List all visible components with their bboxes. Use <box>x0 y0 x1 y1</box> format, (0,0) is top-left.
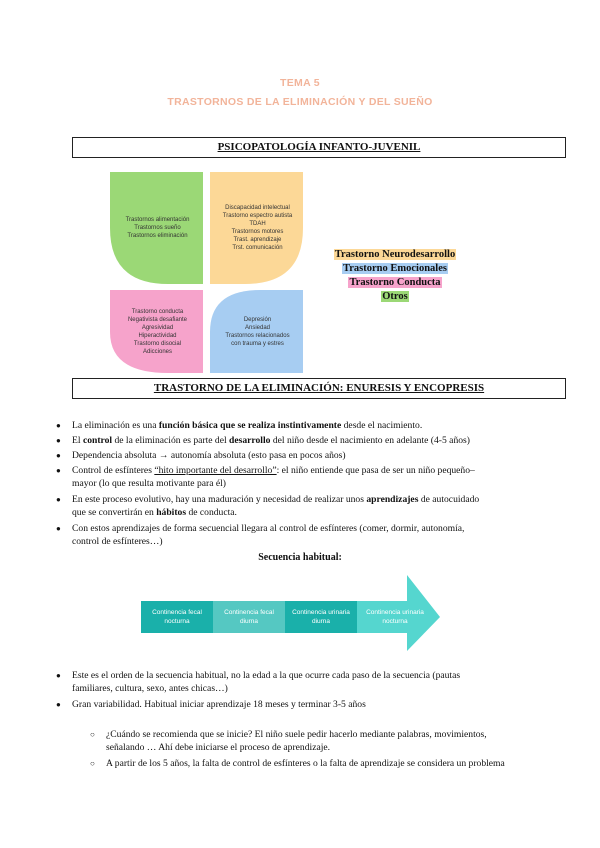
bullet-icon: ● <box>56 436 61 445</box>
sub-bullet-icon: ○ <box>90 730 95 739</box>
petal-yellow-text: Discapacidad intelectual Trastorno espectro autista TDAH Trastornos motores Trast. aprendizaje Trst. comunicación <box>222 205 293 251</box>
bullet-text: La eliminación es una función básica que se realiza instintivamente desde el nacimiento. <box>72 420 423 431</box>
bullet-text: El control de la eliminación es parte del desarrollo del niño desde el nacimiento en adelante (4-5 años) <box>72 435 470 446</box>
sequence-step: Continencia urinaria diurna <box>292 609 350 625</box>
sequence-step: Continencia fecal nocturna <box>152 609 202 625</box>
petal-pink-text: Trastorno conducta Negativista desafiante Agresividad Hiperactividad Trastorno disocial Adicciones <box>127 308 188 355</box>
sequence-step: Continencia urinaria nocturna <box>366 609 424 625</box>
legend-item: Trastorno Neurodesarrollo <box>334 249 456 260</box>
petal-green-text: Trastornos alimentación Trastornos sueño Trastornos eliminación <box>125 217 190 239</box>
bullet-icon: ● <box>56 451 61 460</box>
sequence-step: Continencia fecal diurna <box>224 609 274 625</box>
legend-item: Trastorno Emocionales <box>343 263 447 274</box>
bullet-text: Control de esfínteres “hito importante del desarrollo”: el niño entiende que pasa de ser un niño pequeño– mayor (lo que resulta motivante para él) <box>72 465 475 489</box>
bullet-text: Dependencia absoluta → autonomía absoluta (esto pasa en pocos años) <box>72 450 346 461</box>
bullet-text: Este es el orden de la secuencia habitual, no la edad a la que ocurre cada paso de la secuencia (pautas familiares, cultura, sexo, antes chicas…) <box>72 670 461 694</box>
petal-blue-text: Depresión Ansiedad Trastornos relacionados con trauma y estres <box>225 316 290 347</box>
page-subtitle: TRASTORNOS DE LA ELIMINACIÓN Y DEL SUEÑO <box>167 96 433 108</box>
bullet-text: En este proceso evolutivo, hay una maduración y necesidad de realizar unos aprendizajes de autocuidado que se convertirán en hábitos de conducta. <box>72 494 480 518</box>
sub-bullet-icon: ○ <box>90 759 95 768</box>
sub-bullet-text: A partir de los 5 años, la falta de control de esfínteres o la falta de aprendizaje se considera un problema <box>106 758 505 769</box>
tema-label: TEMA 5 <box>280 77 320 89</box>
bullet-icon: ● <box>56 495 61 504</box>
bullet-icon: ● <box>56 421 61 430</box>
bullet-text: Gran variabilidad. Habitual iniciar aprendizaje 18 meses y terminar 3-5 años <box>72 699 366 710</box>
sequence-title: Secuencia habitual: <box>258 552 342 563</box>
legend-item: Otros <box>382 291 408 302</box>
section-title-eliminacion: TRASTORNO DE LA ELIMINACIÓN: ENURESIS Y ENCOPRESIS <box>72 378 566 399</box>
legend-item: Trastorno Conducta <box>349 277 441 288</box>
sub-bullet-text: ¿Cuándo se recomienda que se inicie? El niño suele pedir hacerlo mediante palabras, movimientos, señalando … Ahí debe iniciarse el proceso de aprendizaje. <box>106 729 487 753</box>
bullet-icon: ● <box>56 466 61 475</box>
bullet-icon: ● <box>56 671 61 680</box>
section-title-psicopatologia: PSICOPATOLOGÍA INFANTO-JUVENIL <box>72 137 566 158</box>
bullet-text: Con estos aprendizajes de forma secuencial llegara al control de esfínteres (comer, dormir, autonomía, control de esfínteres…) <box>72 523 465 547</box>
bullet-icon: ● <box>56 524 61 533</box>
bullet-icon: ● <box>56 700 61 709</box>
